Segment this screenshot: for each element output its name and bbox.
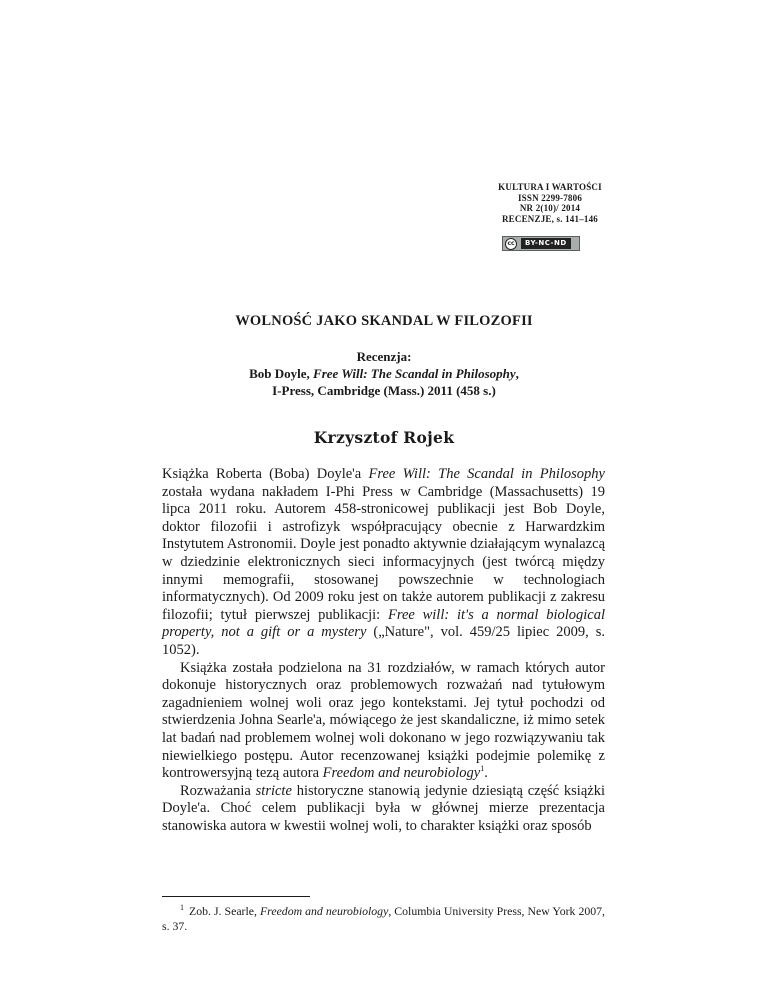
journal-section: RECENZJE, s. 141–146	[501, 213, 598, 224]
footnote-ref[interactable]: 1	[480, 764, 485, 774]
paragraph-3: Rozważania stricte historyczne stanowią jedynie dziesiątą część książki Doyle'a. Choć celem publikacji była w głównej mierze prezentacja stanowiska autora w kwestii wolnej woli, to charakter książki oraz sposób	[162, 782, 605, 834]
footnote-book-title: Freedom and neurobiology	[259, 904, 389, 918]
publication-title-italic: Free will: it's a normal biological property, not a gift or a mystery	[162, 606, 605, 641]
article-title: WOLNOŚĆ JAKO SKANDAL W FILOZOFII	[235, 313, 533, 329]
stricte-italic: stricte	[255, 782, 292, 799]
reviewed-book-publisher: I-Press, Cambridge (Mass.) 2011 (458 s.)	[272, 383, 496, 398]
journal-header	[455, 182, 645, 224]
book-title-italic: Free Will: The Scandal in Philosophy	[368, 466, 605, 482]
article-body	[162, 466, 605, 835]
footnote-number: 1	[180, 903, 184, 913]
cc-license-badge[interactable]	[502, 236, 580, 251]
journal-name: KULTURA I WARTOŚCI	[498, 182, 602, 192]
article-author: Krzysztof Rojek	[313, 428, 455, 447]
reviewed-book-line: Bob Doyle, Free Will: The Scandal in Philosophy,	[249, 366, 519, 381]
license-label: BY-NC-ND	[521, 238, 571, 249]
reviewed-book-title: Free Will: The Scandal in Philosophy	[313, 366, 516, 381]
footnote-divider	[162, 896, 310, 897]
paragraph-1: Książka Roberta (Boba) Doyle'a Free Will: The Scandal in Philosophy została wydana nakładem I-Phi Press w Cambridge (Massachusetts) 19 lipca 2011 roku. Autorem 458-stronicowej publikacji jest Bob Doyle, doktor filozofii i astrofizyk współpracujący obecnie z Harwardzkim Instytutem Astronomii. Doyle jest ponadto aktywnie działającym wynalazcą w dziedzinie elektronicznych sieci informacyjnych (jest twórcą między innymi memografii, stosowanej powszechnie w technologiach informatycznych). Od 2009 roku jest on także autorem publikacji z zakresu filozofii; tytuł pierwszej publikacji: Free will: it's a normal biological property, not a gift or a mystery („Nature", vol. 459/25 lipiec 2009, s. 1052).	[162, 466, 605, 658]
journal-issn: ISSN 2299-7806	[517, 192, 583, 203]
book-title-italic: Freedom and neurobiology	[322, 765, 481, 782]
review-info	[0, 348, 768, 399]
creative-commons-icon: cc	[505, 238, 517, 250]
review-heading: Recenzja:	[356, 349, 412, 364]
journal-issue: NR 2(10)/ 2014	[519, 203, 581, 213]
reviewed-book-author: Bob Doyle,	[249, 366, 310, 381]
paragraph-2: Książka została podzielona na 31 rozdziałów, w ramach których autor dokonuje historycznych oraz problemowych rozważań nad tytułowym zagadnieniem wolnej woli oraz jego kontekstami. Jej tytuł pochodzi od stwierdzenia Johna Searle'a, mówiącego że jest skandaliczne, iż mimo setek lat badań nad problemem wolnej woli dokonano w jego rozwiązywaniu tak niewielkiego postępu. Autor recenzowanej książki podejmie polemikę z kontrowersyjną tezą autora Freedom and neurobiology$^1$.	[162, 659, 605, 782]
footnote-1: $^1$ Zob. J. Searle, Freedom and neurobiology, Columbia University Press, New York 2007, s. 37.	[162, 903, 605, 933]
